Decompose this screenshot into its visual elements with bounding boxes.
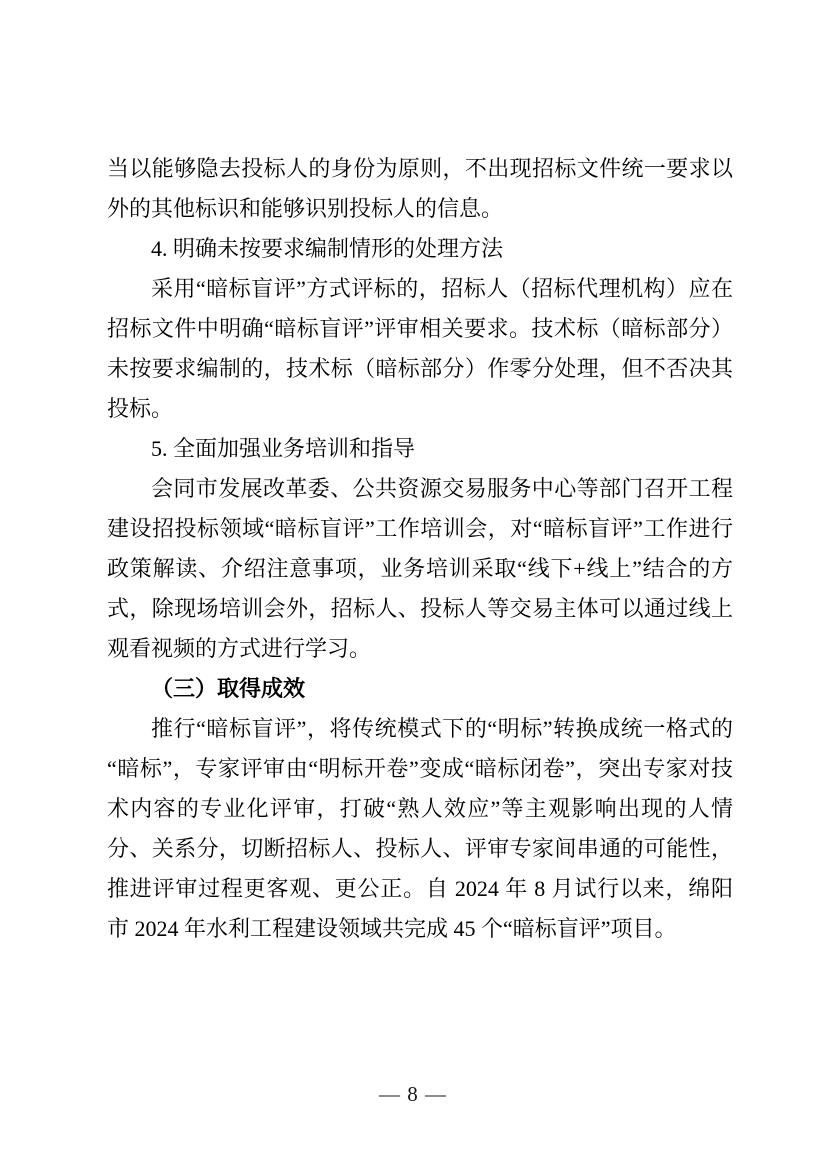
paragraph-section-4: 采用“暗标盲评”方式评标的，招标人（招标代理机构）应在招标文件中明确“暗标盲评”评审相关要求。技术标（暗标部分）未按要求编制的，技术标（暗标部分）作零分处理，但不否决其投标。 — [107, 276, 733, 421]
paragraph-achievements: 推行“暗标盲评”，将传统模式下的“明标”转换成统一格式的“暗标”，专家评审由“明标开卷”变成“暗标闭卷”，突出专家对技术内容的专业化评审，打破“熟人效应”等主观影响出现的人情分、关系分，切断招标人、投标人、评审专家间串通的可能性，推进评审过程更客观、更公正。自 2024 年 8 月试行以来，绵阳市 2024 年水利工程建设领域共完成 45 个“暗标盲评”项目。 — [107, 716, 733, 941]
document-body — [107, 149, 733, 949]
subsection-heading-three: （三）取得成效 — [151, 676, 306, 701]
numbered-heading-4: 4. 明确未按要求编制情形的处理方法 — [151, 236, 504, 261]
page-number: — 8 — — [379, 1082, 447, 1106]
page-footer — [0, 1082, 826, 1106]
paragraph-continuation: 当以能够隐去投标人的身份为原则，不出现招标文件统一要求以外的其他标识和能够识别投标人的信息。 — [107, 156, 733, 221]
paragraph-section-5: 会同市发展改革委、公共资源交易服务中心等部门召开工程建设招投标领域“暗标盲评”工作培训会，对“暗标盲评”工作进行政策解读、介绍注意事项，业务培训采取“线下+线上”结合的方式，除现场培训会外，招标人、投标人等交易主体可以通过线上观看视频的方式进行学习。 — [107, 476, 733, 661]
numbered-heading-5: 5. 全面加强业务培训和指导 — [151, 436, 416, 461]
